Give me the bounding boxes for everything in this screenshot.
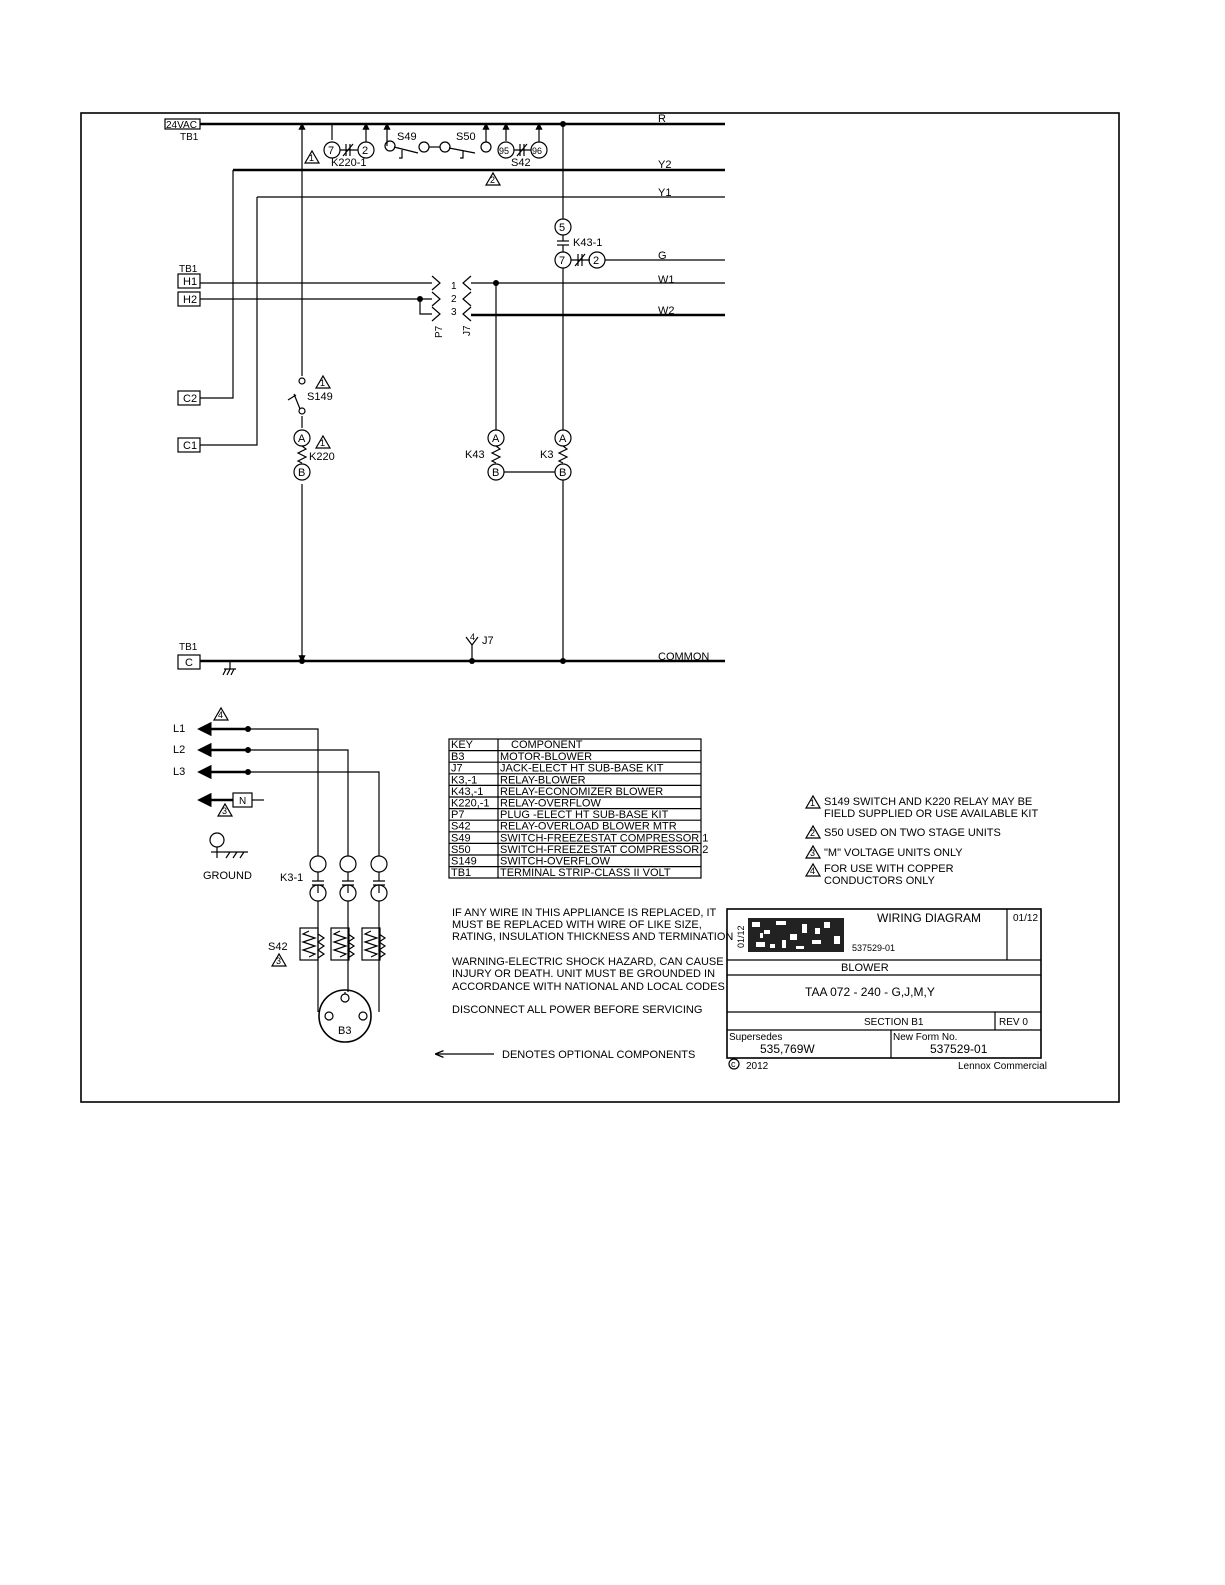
svg-text:N: N xyxy=(239,796,247,807)
svg-text:5: 5 xyxy=(559,222,566,234)
svg-text:B: B xyxy=(492,467,500,479)
svg-text:3: 3 xyxy=(222,806,228,816)
component-cell: JACK-ELECT HT SUB-BASE KIT xyxy=(500,762,664,775)
svg-text:1: 1 xyxy=(309,153,315,163)
svg-text:1: 1 xyxy=(451,281,457,292)
key-cell: S49 xyxy=(451,832,471,845)
barcode-number: 537529-01 xyxy=(852,943,896,953)
label-g: G xyxy=(658,250,667,262)
title-date: 01/12 xyxy=(1013,913,1039,924)
svg-text:S149 SWITCH AND K220 RELAY MAY: S149 SWITCH AND K220 RELAY MAY BE xyxy=(824,796,1033,808)
key-cell: K43,-1 xyxy=(451,785,484,798)
notes xyxy=(806,796,1038,887)
svg-text:H1: H1 xyxy=(183,276,198,288)
label-s42-top: S42 xyxy=(511,157,531,169)
label-k220-1: K220-1 xyxy=(331,157,367,169)
svg-text:2: 2 xyxy=(362,145,369,157)
svg-text:WARNING-ELECTRIC SHOCK HAZARD,: WARNING-ELECTRIC SHOCK HAZARD, CAN CAUSE xyxy=(452,956,724,968)
component-key-table xyxy=(449,739,708,879)
svg-text:B3: B3 xyxy=(338,1025,352,1037)
section: SECTION B1 xyxy=(864,1017,924,1028)
svg-text:K3: K3 xyxy=(540,449,554,461)
svg-text:S50 USED ON TWO STAGE UNITS: S50 USED ON TWO STAGE UNITS xyxy=(824,827,1001,839)
warnings xyxy=(436,907,733,1061)
svg-text:c: c xyxy=(731,1059,736,1069)
label-24vac: 24VAC xyxy=(166,120,197,131)
label-s49: S49 xyxy=(397,131,417,143)
component-cell: PLUG -ELECT HT SUB-BASE KIT xyxy=(500,809,669,822)
svg-text:A: A xyxy=(559,433,567,445)
label-w2: W2 xyxy=(658,305,675,317)
label-s42-bottom: S42 xyxy=(268,941,288,953)
svg-text:2: 2 xyxy=(451,294,457,305)
svg-text:537529-01: 537529-01 xyxy=(930,1042,988,1056)
label-j7: J7 xyxy=(462,325,473,336)
component-cell: SWITCH-OVERFLOW xyxy=(500,855,610,868)
component-cell: SWITCH-FREEZESTAT COMPRESSOR 1 xyxy=(500,832,709,845)
s42-overloads xyxy=(268,928,385,966)
svg-text:S149: S149 xyxy=(307,391,333,403)
label-r: R xyxy=(658,113,666,125)
safety-contact-chain xyxy=(302,124,547,660)
svg-text:3: 3 xyxy=(276,956,282,966)
key-cell: P7 xyxy=(451,809,465,822)
svg-text:95: 95 xyxy=(499,146,510,156)
label-l1: L1 xyxy=(173,723,186,735)
svg-text:FOR USE WITH COPPER: FOR USE WITH COPPER xyxy=(824,863,954,875)
svg-text:C1: C1 xyxy=(183,440,198,452)
label-y1: Y1 xyxy=(658,187,672,199)
ground-icon xyxy=(210,833,248,858)
k220-coil xyxy=(292,428,335,484)
b3-motor xyxy=(319,990,371,1042)
svg-text:A: A xyxy=(492,433,500,445)
svg-text:7: 7 xyxy=(328,145,335,157)
svg-text:K43: K43 xyxy=(465,449,485,461)
svg-text:FIELD SUPPLIED OR USE AVAILABL: FIELD SUPPLIED OR USE AVAILABLE KIT xyxy=(824,808,1039,820)
svg-text:2: 2 xyxy=(490,175,496,185)
svg-text:A: A xyxy=(298,433,306,445)
svg-text:3: 3 xyxy=(451,307,457,318)
label-s50: S50 xyxy=(456,131,476,143)
svg-text:4: 4 xyxy=(470,632,476,642)
line-inputs xyxy=(200,708,379,856)
component-cell: RELAY-OVERLOAD BLOWER MTR xyxy=(500,820,677,833)
label-common: COMMON xyxy=(658,651,710,663)
rev: REV 0 xyxy=(999,1017,1028,1028)
svg-text:"M" VOLTAGE UNITS ONLY: "M" VOLTAGE UNITS ONLY xyxy=(824,847,963,859)
key-cell: S149 xyxy=(451,855,477,868)
svg-text:Supersedes: Supersedes xyxy=(729,1032,783,1043)
svg-text:New Form No.: New Form No. xyxy=(893,1032,958,1043)
component-header: COMPONENT xyxy=(511,739,583,751)
svg-text:H2: H2 xyxy=(183,294,198,306)
drawing-frame xyxy=(81,113,1119,1102)
k3-coil xyxy=(540,430,571,661)
label-l2: L2 xyxy=(173,744,186,756)
svg-text:J7: J7 xyxy=(482,635,494,647)
component-cell: RELAY-BLOWER xyxy=(500,774,586,787)
svg-text:2: 2 xyxy=(593,255,600,267)
key-header: KEY xyxy=(451,739,474,751)
svg-text:1: 1 xyxy=(320,438,326,448)
svg-text:Lennox Commercial: Lennox Commercial xyxy=(958,1061,1047,1072)
key-cell: S42 xyxy=(451,820,471,833)
svg-text:1: 1 xyxy=(320,378,326,388)
title: WIRING DIAGRAM xyxy=(877,911,981,925)
component-cell: RELAY-OVERFLOW xyxy=(500,797,601,810)
s149-switch xyxy=(288,376,333,416)
key-cell: K220,-1 xyxy=(451,797,490,810)
svg-text:1: 1 xyxy=(810,798,816,808)
svg-text:K3-1: K3-1 xyxy=(280,872,304,884)
label-k43-1: K43-1 xyxy=(573,237,603,249)
key-cell: K3,-1 xyxy=(451,774,478,787)
svg-text:4: 4 xyxy=(218,710,224,720)
title-block xyxy=(727,909,1047,1072)
component-cell: MOTOR-BLOWER xyxy=(500,751,593,764)
label-tb1-mid: TB1 xyxy=(179,264,198,275)
label-tb1-bottom: TB1 xyxy=(179,642,198,653)
key-cell: S50 xyxy=(451,843,471,856)
svg-text:K220: K220 xyxy=(309,451,335,463)
key-cell: B3 xyxy=(451,751,465,764)
label-tb1-top: TB1 xyxy=(180,132,199,143)
svg-text:DENOTES OPTIONAL COMPONENTS: DENOTES OPTIONAL COMPONENTS xyxy=(502,1049,696,1061)
model: TAA 072 - 240 - G,J,M,Y xyxy=(805,985,935,999)
label-ground: GROUND xyxy=(203,870,252,882)
component-cell: TERMINAL STRIP-CLASS II VOLT xyxy=(500,867,671,880)
key-cell: TB1 xyxy=(451,867,472,880)
label-p7: P7 xyxy=(434,325,445,338)
component-cell: RELAY-ECONOMIZER BLOWER xyxy=(500,785,664,798)
side-date: 01/12 xyxy=(736,925,746,948)
svg-text:DISCONNECT ALL POWER BEFORE SE: DISCONNECT ALL POWER BEFORE SERVICING xyxy=(452,1004,703,1016)
component-cell: SWITCH-FREEZESTAT COMPRESSOR 2 xyxy=(500,843,709,856)
svg-text:C: C xyxy=(185,657,193,669)
svg-text:ACCORDANCE WITH NATIONAL AND L: ACCORDANCE WITH NATIONAL AND LOCAL CODES xyxy=(452,981,725,993)
svg-text:IF ANY WIRE IN THIS APPLIANCE: IF ANY WIRE IN THIS APPLIANCE IS REPLACED, IT xyxy=(452,907,717,919)
subject: BLOWER xyxy=(841,962,889,974)
key-cell: J7 xyxy=(451,762,463,775)
svg-text:CONDUCTORS ONLY: CONDUCTORS ONLY xyxy=(824,875,935,887)
svg-text:2012: 2012 xyxy=(746,1061,769,1072)
svg-text:B: B xyxy=(559,467,567,479)
svg-text:96: 96 xyxy=(532,146,543,156)
svg-text:4: 4 xyxy=(810,866,816,876)
label-y2: Y2 xyxy=(658,159,672,171)
svg-text:C2: C2 xyxy=(183,393,198,405)
svg-text:535,769W: 535,769W xyxy=(760,1042,815,1056)
svg-text:MUST BE REPLACED WITH WIRE OF: MUST BE REPLACED WITH WIRE OF LIKE SIZE, xyxy=(452,919,702,931)
p7-j7-connector xyxy=(432,276,473,338)
svg-text:RATING, INSULATION THICKNESS A: RATING, INSULATION THICKNESS AND TERMINATION xyxy=(452,931,734,943)
svg-text:3: 3 xyxy=(810,848,816,858)
chassis-ground-icon xyxy=(223,661,236,675)
svg-text:2: 2 xyxy=(810,828,816,838)
svg-text:7: 7 xyxy=(559,255,566,267)
label-w1: W1 xyxy=(658,274,675,286)
label-l3: L3 xyxy=(173,766,186,778)
svg-text:INJURY OR DEATH. UNIT MUST BE: INJURY OR DEATH. UNIT MUST BE GROUNDED IN xyxy=(452,968,716,980)
svg-text:B: B xyxy=(298,467,306,479)
